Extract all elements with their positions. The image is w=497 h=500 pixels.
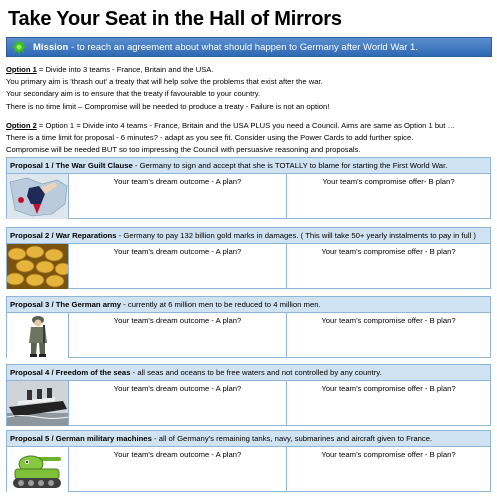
- proposal-3: [6, 296, 491, 358]
- mission-label: Mission: [33, 42, 69, 53]
- option1-line2: You primary aim is 'thrash out' a treaty that will help solve the problems that exist after the war.: [6, 77, 323, 87]
- proposal-text: - all of Germany's remaining tanks, navy, submarines and aircraft given to France.: [151, 434, 433, 443]
- dream-outcome-cell[interactable]: Your team's dream outcome - A plan?: [69, 244, 287, 289]
- proposal-label: Proposal 1 / The War Guilt Clause: [10, 161, 133, 170]
- option1-line4: There is no time limit – Compromise will be needed to produce a treaty - Failure is not an option!: [6, 101, 330, 111]
- proposal-header: [7, 365, 490, 381]
- dream-outcome-cell[interactable]: Your team's dream outcome - A plan?: [69, 313, 287, 358]
- dream-outcome-cell[interactable]: Your team's dream outcome - A plan?: [69, 174, 287, 219]
- proposal-text: - Germany to pay 132 billion gold marks in damages. ( This will take 50+ yearly instalments to pay in full ): [116, 231, 476, 240]
- proposal-4: [6, 364, 491, 426]
- option1-line1: = Divide into 3 teams - France, Britain and the USA.: [36, 65, 214, 74]
- splat-icon: [9, 36, 29, 58]
- proposal-label: Proposal 3 / The German army: [10, 300, 122, 309]
- mission-bar: [6, 37, 492, 57]
- soldier-icon: [7, 313, 69, 358]
- gold-coins-icon: [7, 244, 69, 289]
- proposal-header: [7, 158, 490, 174]
- proposal-text: - all seas and oceans to be free waters and not controlled by any country.: [130, 368, 382, 377]
- option1-label: Option 1: [6, 65, 37, 74]
- proposal-2: [6, 227, 491, 289]
- option2-line1: = Option 1 = Divide into 4 teams - France, Britain and the USA PLUS you need a Council. Aims are same as Option 1 but …: [36, 120, 456, 130]
- proposal-label: Proposal 5 / German military machines: [10, 434, 152, 443]
- tank-icon: [7, 447, 69, 492]
- proposal-label: Proposal 4 / Freedom of the seas: [10, 368, 131, 377]
- page-title: Take Your Seat in the Hall of Mirrors: [8, 8, 342, 30]
- options-section: [6, 64, 492, 156]
- proposal-header: [7, 431, 490, 447]
- proposal-1: [6, 157, 491, 219]
- proposal-header: [7, 297, 490, 313]
- option1-line3: Your secondary aim is to ensure that the treaty if favourable to your country.: [6, 89, 261, 99]
- proposal-text: - currently at 6 million men to be reduced to 4 million men.: [121, 300, 321, 309]
- mission-text: - to reach an agreement about what should happen to Germany after World War 1.: [68, 42, 418, 53]
- proposal-header: [7, 228, 490, 244]
- option2-line2: There is a time limit for proposal - 6 minutes? - adapt as you see fit. Consider using the Power Cards to add further spice.: [6, 133, 414, 143]
- option2-line3: Compromise will be needed BUT so too impressing the Council with persuasive reasoning and proposals.: [6, 145, 361, 155]
- option2-label: Option 2: [6, 120, 37, 130]
- compromise-offer-cell[interactable]: Your team's compromise offer - B plan?: [321, 316, 456, 325]
- map-pointing-icon: [7, 174, 69, 219]
- proposal-text: - Germany to sign and accept that she is TOTALLY to blame for starting the First World War.: [132, 161, 448, 170]
- compromise-offer-cell[interactable]: Your team's compromise offer - B plan?: [321, 384, 456, 393]
- ship-icon: [7, 381, 69, 426]
- compromise-offer-cell[interactable]: Your team's compromise offer - B plan?: [321, 247, 456, 256]
- compromise-offer-cell[interactable]: Your team's compromise offer- B plan?: [322, 177, 455, 186]
- dream-outcome-cell[interactable]: Your team's dream outcome - A plan?: [69, 447, 287, 492]
- dream-outcome-cell[interactable]: Your team's dream outcome - A plan?: [69, 381, 287, 426]
- compromise-offer-cell[interactable]: Your team's compromise offer - B plan?: [321, 450, 456, 459]
- proposal-label: Proposal 2 / War Reparations: [10, 231, 117, 240]
- proposal-5: [6, 430, 491, 492]
